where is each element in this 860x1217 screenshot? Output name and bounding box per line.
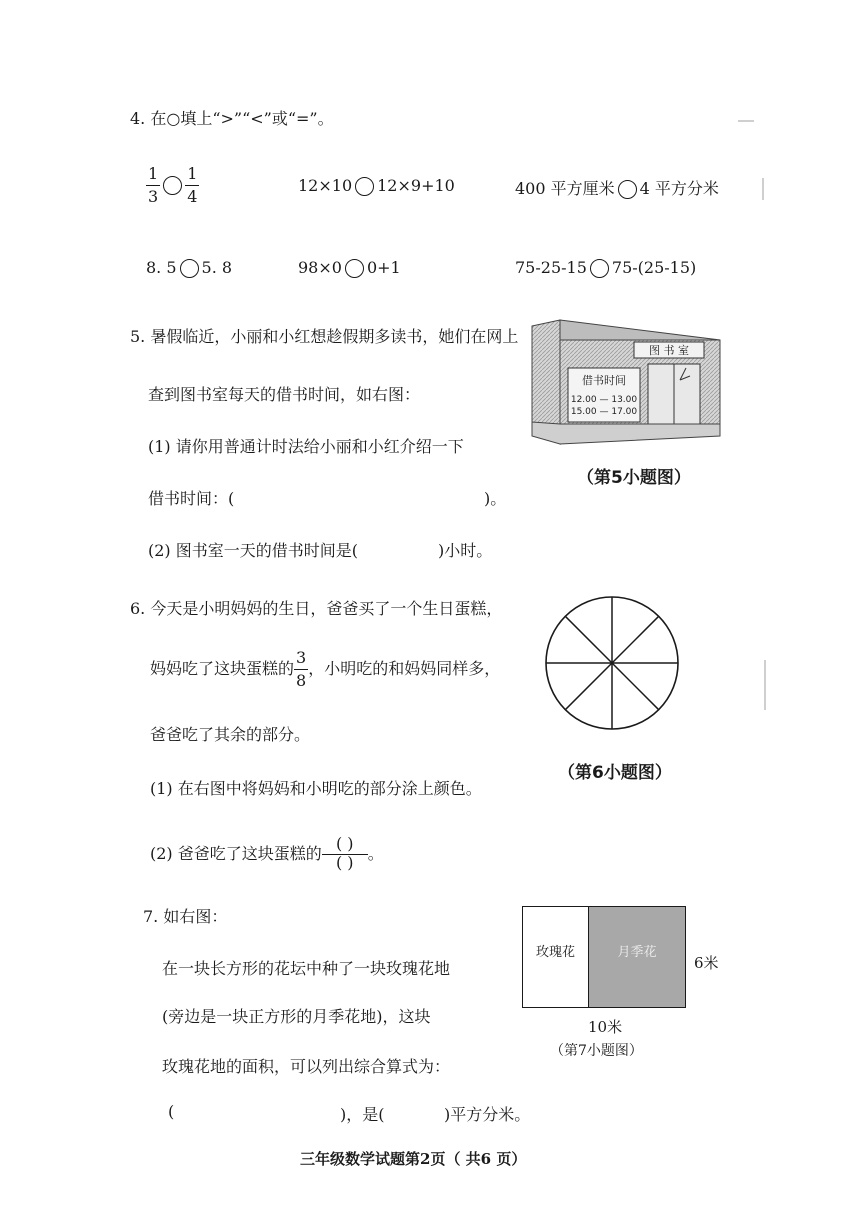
answer-fraction-blank[interactable]: $\frac{( )}{( )}$ <box>322 836 368 873</box>
page-footer: 三年级数学试题第2页（ 共6 页） <box>300 1150 527 1168</box>
q5-line5-end: )小时。 <box>438 541 493 560</box>
garden-height-label: 6米 <box>694 954 719 972</box>
q5-line4-end: )。 <box>484 489 507 508</box>
q4-item-decimal: 8. 5 5. 8 <box>146 258 233 277</box>
library-figure <box>530 318 722 446</box>
q7-answer-blank-formula[interactable] <box>180 1102 336 1124</box>
q7-line5-mid: )，是( <box>340 1105 385 1124</box>
q6-figure-caption: （第6小题图） <box>558 763 672 783</box>
q4-title: 4. 在○填上“>”“<”或“=”。 <box>130 109 334 128</box>
q7-line3: (旁边是一块正方形的月季花地)，这块 <box>162 1007 431 1026</box>
q5-answer-blank-time[interactable] <box>240 486 480 508</box>
q4-item-multiplication: 12×10 12×9+10 <box>298 176 455 195</box>
q6-line1: 6. 今天是小明妈妈的生日，爸爸买了一个生日蛋糕， <box>130 599 503 618</box>
chinese-rose-plot-label: 月季花 <box>617 944 657 960</box>
q6-line2: 妈妈吃了这块蛋糕的 $\frac{3}{8}$ ，小明吃的和妈妈同样多， <box>150 648 501 690</box>
garden-rectangle-figure <box>522 906 686 1008</box>
q4-item-zero-product: 98×0 0+1 <box>298 258 401 277</box>
q7-line2: 在一块长方形的花坛中种了一块玫瑰花地 <box>162 959 451 978</box>
cake-slice-lines <box>546 597 678 729</box>
q7-line5-open: ( <box>168 1102 175 1121</box>
q6-line3: 爸爸吃了其余的部分。 <box>150 725 311 744</box>
q5-line3: (1) 请你用普通计时法给小丽和小红介绍一下 <box>148 437 464 456</box>
q7-figure-caption: （第7小题图） <box>550 1043 643 1059</box>
answer-circle[interactable] <box>180 259 199 278</box>
q4-item-subtraction: 75-25-15 75-(25-15) <box>515 258 697 277</box>
q5-line5-start: (2) 图书室一天的借书时间是( <box>148 541 358 560</box>
answer-circle[interactable] <box>590 259 609 278</box>
q5-line4-start: 借书时间：( <box>148 489 235 508</box>
chinese-rose-plot <box>589 907 685 1007</box>
q7-answer-blank-area[interactable] <box>392 1102 442 1124</box>
answer-circle[interactable] <box>345 259 364 278</box>
q7-line4: 玫瑰花地的面积，可以列出综合算式为： <box>162 1057 451 1076</box>
q5-line2: 查到图书室每天的借书时间，如右图： <box>148 385 421 404</box>
q6-line5: (2) 爸爸吃了这块蛋糕的 $\frac{( )}{( )}$ 。 <box>150 834 384 872</box>
cake-circle-figure[interactable] <box>543 594 681 732</box>
library-illustration <box>530 318 722 446</box>
q4-item-fraction-compare <box>146 166 199 205</box>
library-sign-text: 图 书 室 <box>649 344 689 357</box>
q4-item-area-units: 400 平方厘米 4 平方分米 <box>515 179 719 198</box>
fraction-one-third: $\frac{1}{3}$ <box>148 164 159 206</box>
q5-figure-caption: （第5小题图） <box>577 468 691 488</box>
q7-line5-end: )平方分米。 <box>444 1105 531 1124</box>
q7-line1: 7. 如右图： <box>143 907 228 926</box>
q5-answer-blank-hours[interactable] <box>370 538 436 560</box>
board-time-1: 12.00 — 13.00 <box>570 395 638 405</box>
fraction-three-eighths: $\frac{3}{8}$ <box>296 648 307 690</box>
answer-circle[interactable] <box>618 180 637 199</box>
q5-line1: 5. 暑假临近，小丽和小红想趁假期多读书，她们在网上 <box>130 327 519 346</box>
fraction-one-fourth: $\frac{1}{4}$ <box>187 164 198 206</box>
rose-plot <box>523 907 589 1007</box>
q6-line4: (1) 在右图中将妈妈和小明吃的部分涂上颜色。 <box>150 779 482 798</box>
answer-circle[interactable] <box>355 177 374 196</box>
rose-plot-label: 玫瑰花 <box>535 944 575 960</box>
board-time-2: 15.00 — 17.00 <box>570 407 638 417</box>
answer-circle[interactable] <box>163 176 182 195</box>
garden-width-label: 10米 <box>588 1018 623 1036</box>
board-title: 借书时间 <box>582 374 626 387</box>
